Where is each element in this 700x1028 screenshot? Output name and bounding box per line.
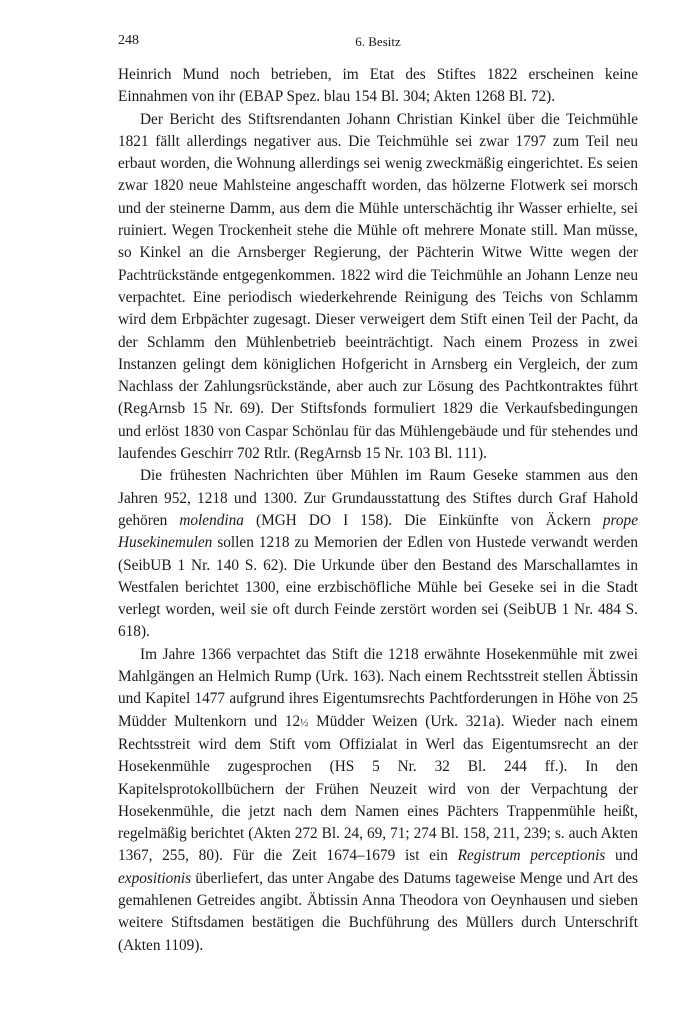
running-head (118, 33, 638, 53)
text-run: Heinrich Mund noch betrieben, im Etat des Stiftes 1822 erscheinen keine Einnahmen von ihr (EBAP Spez. blau 154 Bl. 304; Akten 1268 Bl. 72). (118, 66, 638, 106)
page-number: 248 (118, 33, 139, 48)
paragraph (118, 465, 638, 643)
paragraph (118, 109, 638, 466)
paragraph (118, 64, 638, 109)
text-run: (MGH DO I 158). Die Einkünfte von Äckern (243, 511, 603, 529)
italic-text-run: Registrum perceptionis (457, 847, 606, 865)
text-run: und (605, 847, 638, 865)
text-run: sollen 1218 zu Memorien der Edlen von Hustede verwandt werden (SeibUB 1 Nr. 140 S. 62). Die Urkunde über den Bestand des Marschallamtes in Westfalen berichtet 1300, eine erzbischöfliche Mühle bei Geseke sei in die Stadt verlegt worden, weil sie oft durch Feinde zerstört worden sei (SeibUB 1 Nr. 484 S. 618). (118, 534, 638, 641)
body-text (118, 64, 638, 957)
italic-text-run: prope Husekinemulen (118, 511, 638, 552)
text-run: Der Bericht des Stiftsrendanten Johann Christian Kinkel über die Teichmühle 1821 fällt allerdings negativer aus. Die Teichmühle sei zwar 1797 zum Teil neu erbaut worden, die Wohnung allerdings sei wenig zweckmäßig eingerichtet. Es seien zwar 1820 neue Mahlsteine angeschafft worden, das hölzerne Flotwerk sei morsch und der steinerne Damm, aus dem die Mühle unterschächtig ihr Wasser erhielte, sei ruiniert. Wegen Trockenheit stehe die Mühle oft mehrere Monate still. Man müsse, so Kinkel an die Arnsberger Regierung, der Pächterin Witwe Witte wegen der Pachtrückstände entgegenkommen. 1822 wird die Teichmühle an Johann Lenze neu verpachtet. Eine periodisch wiederkehrende Reinigung des Teichs von Schlamm wird dem Erbpächter zugesagt. Dieser verweigert dem Stift einen Teil der Pacht, da der Schlamm den Mühlenbetrieb beeinträchtigt. Nach einem Prozess in zwei Instanzen gelingt dem königlichen Hofgericht in Arnsberg ein Vergleich, der zum Nachlass der Zahlungsrückstände, aber auch zur Lösung des Pachtkontraktes führt (RegArnsb 15 Nr. 69). Der Stiftsfonds formuliert 1829 die Verkaufsbedingungen und erlöst 1830 von Caspar Schönlau für das Mühlengebäude und für stehendes und laufendes Geschirr 702 Rtlr. (RegArnsb 15 Nr. 103 Bl. 111). (118, 110, 638, 463)
text-run: Im Jahre 1366 verpachtet das Stift die 1218 erwähnte Hosekenmühle mit zwei Mahlgängen an Helmich Rump (Urk. 163). Nach einem Rechtsstreit stellen Äbtissin und Kapitel 1477 aufgrund ihres Eigentumsrechts Pachtforderungen in Höhe von 25 Müdder Multenkorn und 12 (118, 645, 638, 730)
text-run: Die frühesten Nachrichten über Mühlen im Raum Geseke stammen aus den Jahren 952, 1218 und 1300. Zur Grundausstattung des Stiftes durch Graf Hahold gehören (118, 467, 638, 529)
paragraph (118, 644, 638, 957)
text-run: Müdder Weizen (Urk. 321a). Wieder nach einem Rechtsstreit wird dem Stift vom Offizialat in Werl das Eigentumsrecht an der Hosekenmühle zugesprochen (HS 5 Nr. 32 Bl. 244 ff.). In den Kapitelsprotokollbüchern der Frühen Neuzeit wird von der Verpachtung der Hosekenmühle, die jetzt nach dem Namen eines Pächters Trappenmühle heißt, regelmäßig berichtet (Akten 272 Bl. 24, 69, 71; 274 Bl. 158, 211, 239; s. auch Akten 1367, 255, 80). Für die Zeit 1674–1679 ist ein (118, 712, 639, 865)
italic-text-run: expositionis (118, 869, 192, 887)
italic-text-run: molendina (179, 511, 244, 529)
chapter-title: 6. Besitz (355, 34, 401, 49)
text-run: überliefert, das unter Angabe des Datums tageweise Menge und Art des gemahlenen Getreides angibt. Äbtissin Anna Theodora von Oeynhausen und sieben weitere Stiftsdamen bestätigen die Buchführung des Müllers durch Unterschrift (Akten 1109). (118, 869, 638, 954)
fraction-glyph: ½ (300, 716, 309, 729)
